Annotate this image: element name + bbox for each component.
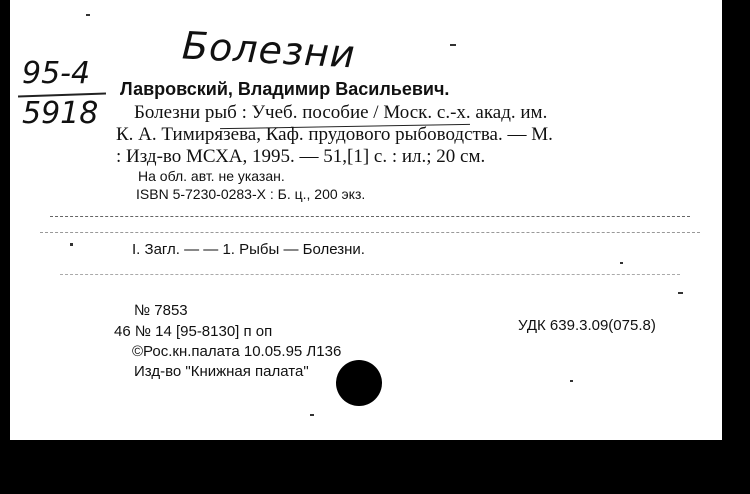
isbn-line: ISBN 5-7230-0283-X : Б. ц., 200 экз. bbox=[136, 186, 366, 202]
title-line-1: Болезни рыб : Учеб. пособие / Моск. с.-х. акад. им. bbox=[134, 102, 548, 123]
copyright-line: ©Рос.кн.палата 10.05.95 Л136 bbox=[132, 343, 342, 360]
speck bbox=[450, 44, 456, 46]
title-line-3: : Изд-во МСХА, 1995. — 51,[1] с. : ил.; 20 см. bbox=[116, 146, 486, 167]
handwritten-title: Болезни bbox=[180, 23, 357, 77]
speck bbox=[70, 243, 73, 246]
publisher-line: Изд-во "Книжная палата" bbox=[134, 363, 309, 380]
speck bbox=[570, 380, 573, 382]
title-line-2: К. А. Тимирязева, Каф. прудового рыбоводства. — М. bbox=[116, 124, 553, 145]
catalog-card bbox=[10, 0, 722, 440]
scan-edge bbox=[722, 0, 750, 494]
speck bbox=[86, 14, 90, 16]
speck bbox=[678, 292, 683, 294]
handwritten-shelfmark-top: 95-4 bbox=[22, 56, 91, 91]
note-line: На обл. авт. не указан. bbox=[138, 168, 285, 184]
record-number: № 7853 bbox=[134, 302, 188, 319]
speck bbox=[620, 262, 623, 264]
author-heading: Лавровский, Владимир Васильевич. bbox=[120, 79, 450, 99]
speck bbox=[310, 414, 314, 416]
udc-code: УДК 639.3.09(075.8) bbox=[518, 317, 656, 334]
separator-line bbox=[40, 232, 700, 233]
separator-line bbox=[50, 216, 690, 217]
tracing-line: I. Загл. — — 1. Рыбы — Болезни. bbox=[132, 241, 365, 258]
handwritten-shelfmark-bottom: 5918 bbox=[22, 96, 99, 131]
punch-hole bbox=[336, 360, 382, 406]
separator-line bbox=[60, 274, 680, 275]
register-line: 46 № 14 [95-8130] п оп bbox=[114, 323, 273, 340]
